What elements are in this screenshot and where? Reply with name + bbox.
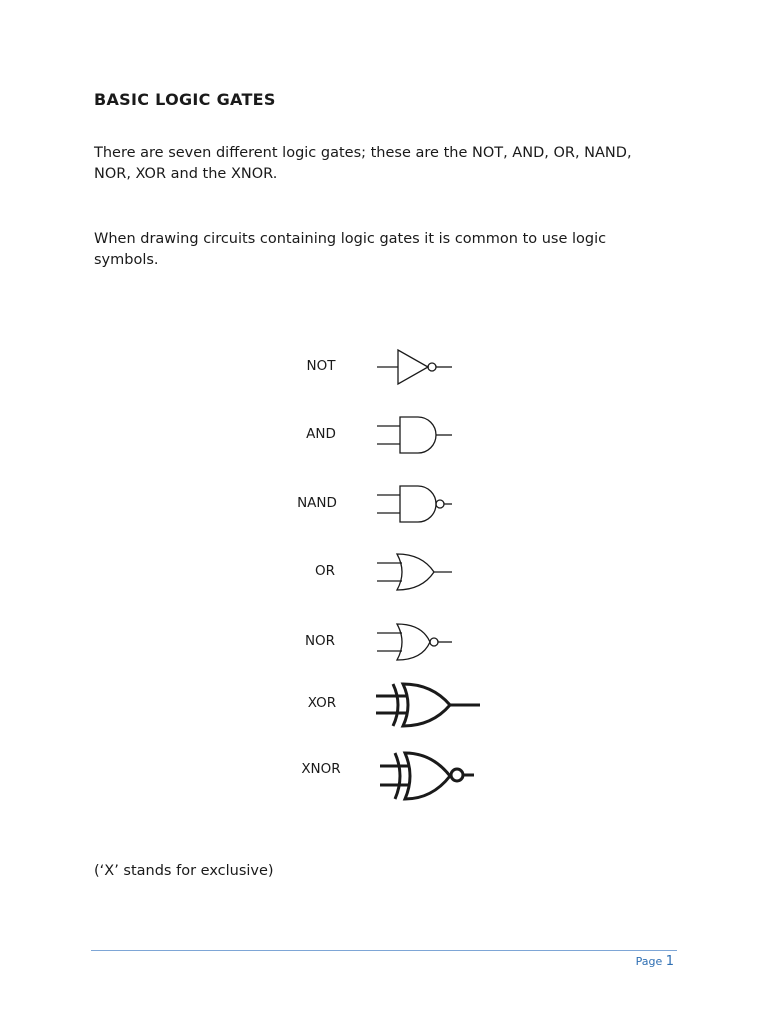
gate-label-not: NOT [306, 358, 336, 374]
exclusive-note: (‘X’ stands for exclusive) [94, 863, 274, 879]
gate-label-xnor: XNOR [301, 761, 341, 777]
gate-label-and: AND [306, 426, 336, 442]
page-title: BASIC LOGIC GATES [94, 90, 276, 109]
intro-paragraph: There are seven different logic gates; these are the NOT, AND, OR, NAND, NOR, XOR and the XNOR. [94, 145, 632, 182]
page-number-value: 1 [665, 954, 674, 969]
footer-rule [91, 950, 677, 951]
symbols-paragraph: When drawing circuits containing logic gates it is common to use logic symbols. [94, 231, 607, 268]
gate-label-or: OR [314, 563, 335, 579]
gate-label-nor: NOR [304, 633, 336, 649]
nand-gate-icon [370, 483, 460, 525]
page-number [636, 954, 674, 969]
nor-gate-icon [370, 621, 460, 663]
xnor-gate-icon [370, 748, 485, 804]
xor-gate-icon [370, 680, 485, 730]
and-gate-icon [370, 414, 460, 456]
not-gate-icon [370, 346, 460, 386]
gate-label-nand: NAND [297, 495, 337, 511]
gate-label-xor: XOR [307, 695, 337, 711]
or-gate-icon [370, 551, 460, 593]
page-label: Page [635, 955, 663, 968]
